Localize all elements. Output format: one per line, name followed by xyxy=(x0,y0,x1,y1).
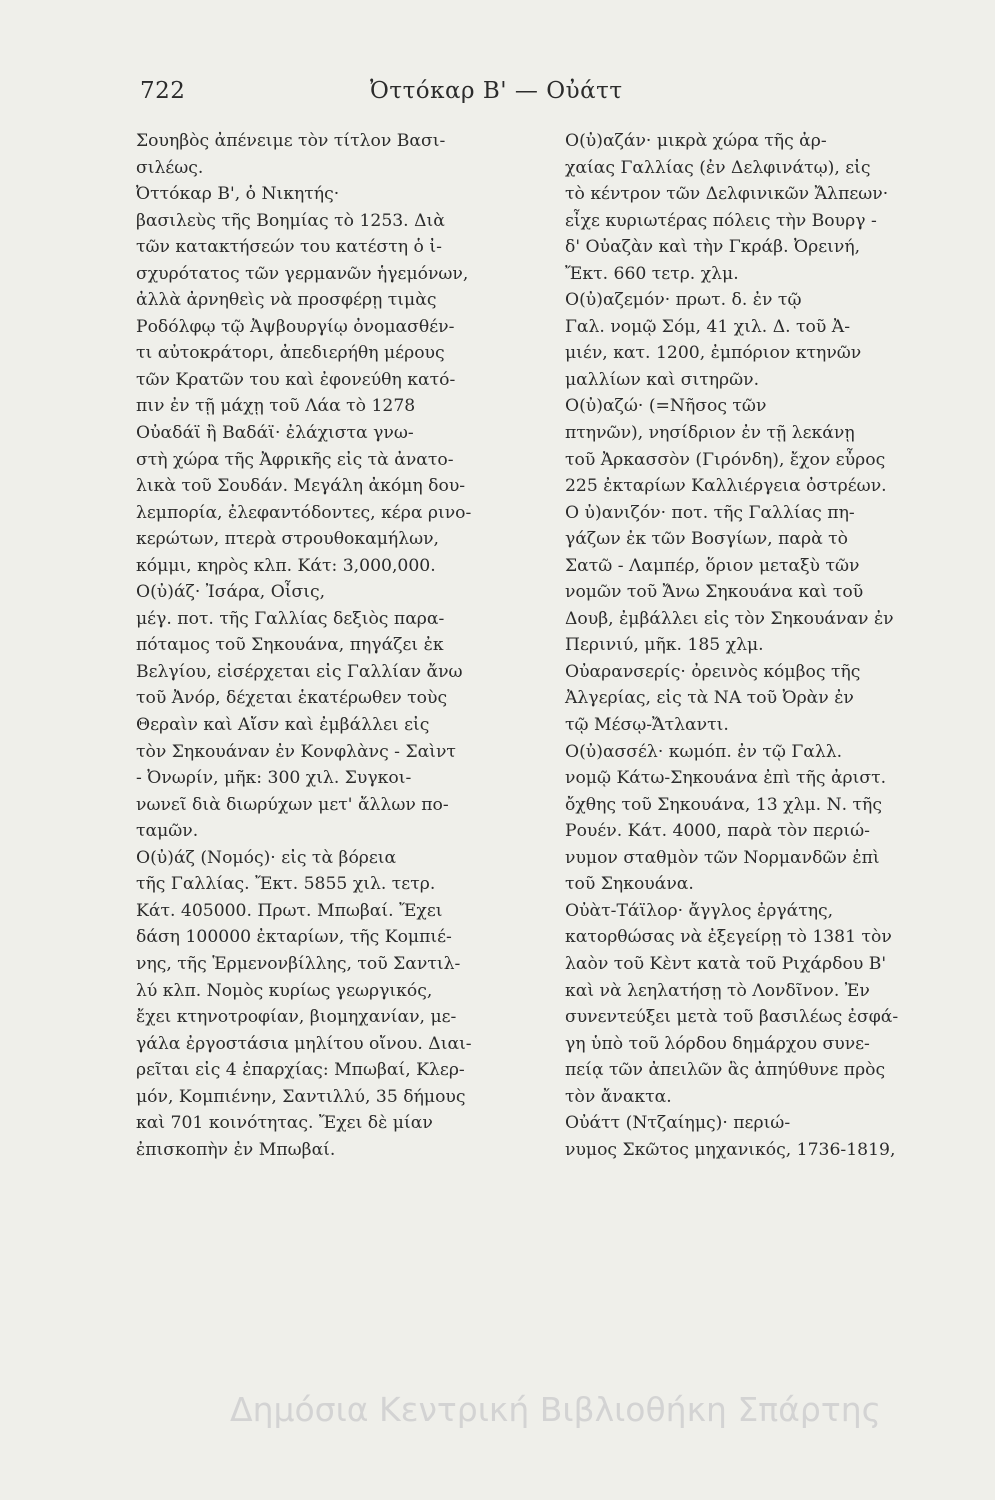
text-line: καὶ νὰ λεηλατήσῃ τὸ Λονδῖνον. Ἐν xyxy=(565,980,870,1001)
text-line: λύ κλπ. Νομὸς κυρίως γεωργικός, xyxy=(136,980,433,1001)
text-line: Δουβ, ἐμβάλλει εἰς τὸν Σηκουάναν ἐν xyxy=(565,608,894,629)
text-line: κατορθώσας νὰ ἐξεγείρῃ τὸ 1381 τὸν xyxy=(565,927,892,948)
text-line: εἶχε κυριωτέρας πόλεις τὴν Βουργ - xyxy=(565,210,877,231)
text-line: μιέν, κατ. 1200, ἐμπόριον κτηνῶν xyxy=(565,343,862,364)
text-line: Ρουέν. Κάτ. 4000, παρὰ τὸν περιώ- xyxy=(565,821,870,842)
text-line: τοῦ Ἀρκασσὸν (Γιρόνδη), ἔχον εὖρος xyxy=(565,449,886,470)
text-line: Ο ὐ)ανιζόν· ποτ. τῆς Γαλλίας πη- xyxy=(565,502,855,523)
text-line: νης, τῆς Ἑρμενονβίλλης, τοῦ Σαντιλ- xyxy=(136,953,461,974)
text-line: Ο(ὐ)ασσέλ· κωμόπ. ἐν τῷ Γαλλ. xyxy=(565,741,843,762)
text-line: τῆς Γαλλίας. Ἔκτ. 5855 χιλ. τετρ. xyxy=(136,874,436,895)
text-line: Ο(ὐ)αζώ· (=Νῆσος τῶν xyxy=(565,396,767,417)
text-line: μόν, Κομπιένην, Σαντιλλύ, 35 δήμους xyxy=(136,1086,466,1107)
text-line: Σουηβὸς ἀπένειμε τὸν τίτλον Βασι- xyxy=(136,131,446,151)
text-line: νυμος Σκῶτος μηχανικός, 1736-1819, xyxy=(565,1139,896,1160)
text-line: μέγ. ποτ. τῆς Γαλλίας δεξιὸς παρα- xyxy=(136,608,445,629)
text-line: Θεραὶν καὶ Αἴσν καὶ ἐμβάλλει εἰς xyxy=(136,715,430,736)
text-line: νωνεῖ διὰ διωρύχων μετ' ἄλλων πο- xyxy=(136,794,449,815)
right-column xyxy=(565,128,907,1163)
text-line: Σατῶ - Λαμπέρ, ὅριον μεταξὺ τῶν xyxy=(565,555,860,576)
text-line: γάζων ἐκ τῶν Βοσγίων, παρὰ τὸ xyxy=(565,529,849,550)
text-line: Ο(ὐ)αζάν· μικρὰ χώρα τῆς ἀρ- xyxy=(565,131,827,151)
text-line: τοῦ Σηκουάνα. xyxy=(565,874,694,895)
text-line: δ' Οὐαζὰν καὶ τὴν Γκράβ. Ὀρεινή, xyxy=(565,237,861,258)
text-line: Οὐὰτ-Τάϊλορ· ἄγγλος ἐργάτης, xyxy=(565,900,834,921)
text-line: Ἀλγερίας, εἰς τὰ ΝΑ τοῦ Ὀρὰν ἐν xyxy=(565,688,854,709)
text-line: πόταμος τοῦ Σηκουάνα, πηγάζει ἐκ xyxy=(136,635,444,656)
text-line: πείᾳ τῶν ἀπειλῶν ἃς ἀπηύθυνε πρὸς xyxy=(565,1060,886,1081)
text-line: τοῦ Ἀνόρ, δέχεται ἑκατέρωθεν τοὺς xyxy=(136,688,448,709)
text-line: τὸ κέντρον τῶν Δελφινικῶν Ἄλπεων· xyxy=(565,184,889,205)
text-line: κερώτων, πτερὰ στρουθοκαμήλων, xyxy=(136,529,440,550)
text-line: Κάτ. 405000. Πρωτ. Μπωβαί. Ἔχει xyxy=(136,900,443,921)
text-line: γάλα ἐργοστάσια μηλίτου οἴνου. Διαι- xyxy=(136,1033,472,1054)
text-line: Ἔκτ. 660 τετρ. χλμ. xyxy=(565,263,739,284)
text-line: Βελγίου, εἰσέρχεται εἰς Γαλλίαν ἄνω xyxy=(136,661,463,682)
text-line: τῶν Κρατῶν του καὶ ἐφονεύθη κατό- xyxy=(136,369,456,390)
text-line: σιλέως. xyxy=(136,157,204,178)
text-line: τῶν κατακτήσεών του κατέστη ὁ ἰ- xyxy=(136,237,442,258)
text-line: Οὐαδάϊ ἢ Βαδάϊ· ἐλάχιστα γνω- xyxy=(136,423,414,444)
running-title: Ὀττόκαρ Β' — Οὐάττ xyxy=(370,78,623,104)
text-line: συνεντεύξει μετὰ τοῦ βασιλέως ἐσφά- xyxy=(565,1007,899,1028)
page-number: 722 xyxy=(140,78,186,104)
text-line: Ο(ὐ)άζ (Νομός)· εἰς τὰ βόρεια xyxy=(136,847,397,868)
text-line: Ὀττόκαρ Β', ὁ Νικητής· xyxy=(136,184,340,205)
text-line: ἐπισκοπὴν ἐν Μπωβαί. xyxy=(136,1139,336,1160)
page-header xyxy=(140,74,680,114)
text-line: ταμῶν. xyxy=(136,821,199,842)
text-line: δάση 100000 ἐκταρίων, τῆς Κομπιέ- xyxy=(136,927,452,948)
text-line: νομῷ Κάτω-Σηκουάνα ἐπὶ τῆς ἀριστ. xyxy=(565,768,887,789)
text-line: ἔχει κτηνοτροφίαν, βιομηχανίαν, με- xyxy=(136,1007,457,1028)
text-line: Γαλ. νομῷ Σόμ, 41 χιλ. Δ. τοῦ Ἀ- xyxy=(565,316,851,337)
text-line: Οὐάττ (Ντζαίημς)· περιώ- xyxy=(565,1113,791,1134)
text-line: ὄχθης τοῦ Σηκουάνα, 13 χλμ. Ν. τῆς xyxy=(565,794,882,815)
text-line: μαλλίων καὶ σιτηρῶν. xyxy=(565,369,760,390)
text-line: πτηνῶν), νησίδριον ἐν τῇ λεκάνῃ xyxy=(565,423,855,444)
text-line: βασιλεὺς τῆς Βοημίας τὸ 1253. Διὰ xyxy=(136,210,445,231)
text-line: τὸν Σηκουάναν ἐν Κονφλὰνς - Σαὶντ xyxy=(136,741,456,762)
text-line: πιν ἐν τῇ μάχῃ τοῦ Λάα τὸ 1278 xyxy=(136,396,416,417)
text-line: σχυρότατος τῶν γερμανῶν ἡγεμόνων, xyxy=(136,263,469,284)
text-line: - Ὀνωρίν, μῆκ: 300 χιλ. Συγκοι- xyxy=(136,768,412,789)
text-line: Περινιύ, μῆκ. 185 χλμ. xyxy=(565,635,764,656)
text-line: νυμον σταθμὸν τῶν Νορμανδῶν ἐπὶ xyxy=(565,847,880,868)
left-column xyxy=(136,128,520,1163)
text-line: λικὰ τοῦ Σουδάν. Μεγάλη ἀκόμη δου- xyxy=(136,476,466,497)
text-line: ρεῖται εἰς 4 ἐπαρχίας: Μπωβαί, Κλερ- xyxy=(136,1060,465,1081)
text-line: ἀλλὰ ἀρνηθεὶς νὰ προσφέρῃ τιμὰς xyxy=(136,290,437,311)
text-line: στὴ χώρα τῆς Ἀφρικῆς εἰς τὰ ἀνατο- xyxy=(136,449,454,470)
text-line: τὸν ἄνακτα. xyxy=(565,1086,672,1107)
text-line: τι αὐτοκράτορι, ἀπεδιερήθη μέρους xyxy=(136,343,445,364)
library-watermark: Δημόσια Κεντρική Βιβλιοθήκη Σπάρτης xyxy=(230,1390,882,1429)
text-line: Ροδόλφῳ τῷ Ἀψβουργίῳ ὀνομασθέν- xyxy=(136,316,455,337)
text-line: καὶ 701 κοινότητας. Ἔχει δὲ μίαν xyxy=(136,1113,433,1134)
text-line: τῷ Μέσῳ-Ἄτλαντι. xyxy=(565,715,729,736)
text-line: νομῶν τοῦ Ἄνω Σηκουάνα καὶ τοῦ xyxy=(565,582,864,603)
text-line: Ο(ὐ)αζεμόν· πρωτ. δ. ἐν τῷ xyxy=(565,290,802,311)
text-line: κόμμι, κηρὸς κλπ. Κάτ: 3,000,000. xyxy=(136,555,436,576)
text-line: Ο(ὐ)άζ· Ἰσάρα, Οἶσις, xyxy=(136,582,326,603)
text-line: λεμπορία, ἐλεφαντόδοντες, κέρα ρινο- xyxy=(136,502,472,523)
text-line: Οὐαρανσερίς· ὀρεινὸς κόμβος τῆς xyxy=(565,661,861,682)
text-line: γη ὑπὸ τοῦ λόρδου δημάρχου συνε- xyxy=(565,1033,870,1054)
text-line: χαίας Γαλλίας (ἐν Δελφινάτῳ), εἰς xyxy=(565,157,871,178)
text-line: 225 ἐκταρίων Καλλιέργεια ὀστρέων. xyxy=(565,476,887,497)
text-line: λαὸν τοῦ Κὲντ κατὰ τοῦ Ριχάρδου Β' xyxy=(565,953,887,974)
